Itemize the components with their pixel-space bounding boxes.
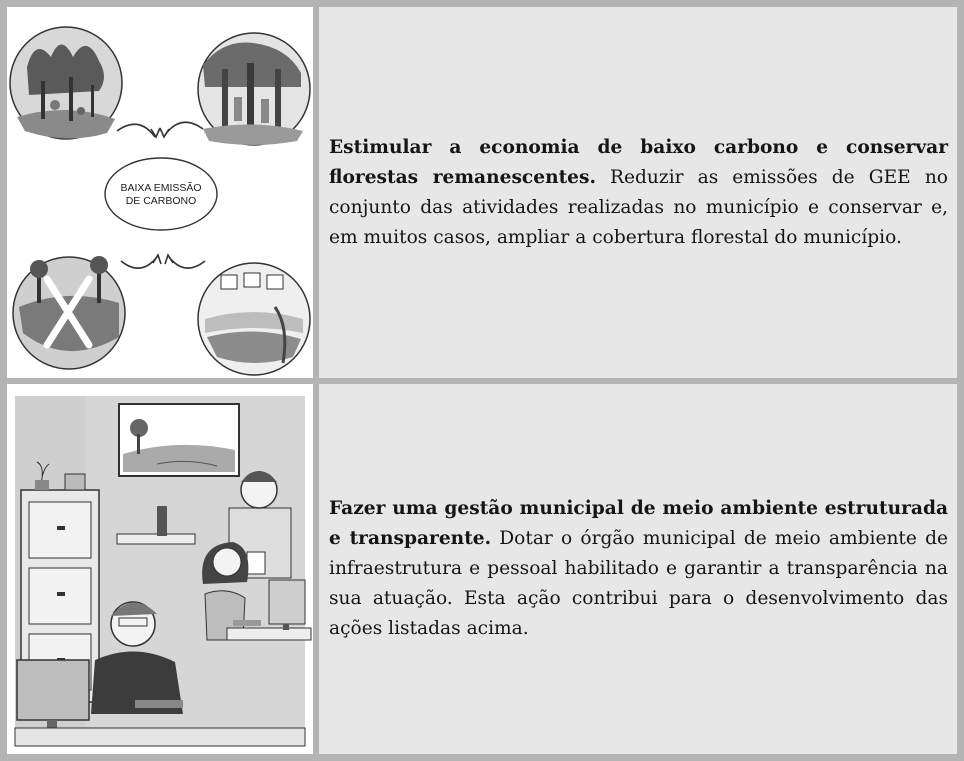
back-desk <box>117 534 195 544</box>
arrow-top-left-icon <box>117 124 155 137</box>
row-1-heading: Estimular a economia de baixo carbono e conservar florestas remanescentes. <box>329 136 948 188</box>
forest-scene-top-left <box>10 27 122 139</box>
arrow-top-right-icon <box>165 122 203 135</box>
row-2-paragraph <box>319 494 957 644</box>
low-carbon-diagram <box>7 7 313 378</box>
row-1-paragraph <box>319 133 957 253</box>
center-ellipse <box>105 158 217 230</box>
row-2-heading: Fazer uma gestão municipal de meio ambiente estruturada e transparente. <box>329 498 948 549</box>
row-1-body: Reduzir as emissões de GEE no conjunto das atividades realizadas no município e conservar e, em muitos casos, ampliar a cobertura florestal do município. <box>329 166 948 248</box>
wall-painting <box>119 404 239 476</box>
center-label-line1: BAIXA EMISSÃO <box>120 182 202 194</box>
thermos <box>157 506 167 536</box>
front-desk <box>15 728 305 746</box>
arrow-bottom-left-icon <box>121 257 157 268</box>
row-2-body: Dotar o órgão municipal de meio ambiente de infraestrutura e pessoal habilitado e garantir a transparência na sua atuação. Esta ação contribui para o desenvolvimento das ações listadas acima. <box>329 528 948 639</box>
agriculture-bottom-right <box>198 263 310 375</box>
center-label-line2: DE CARBONO <box>125 195 197 207</box>
office-illustration <box>7 384 313 754</box>
low-carbon-illustration <box>7 7 313 378</box>
deforestation-bottom-left <box>13 256 125 369</box>
arrow-bottom-right-icon <box>169 257 205 268</box>
row-2-text-cell <box>319 384 957 754</box>
forest-people-top-right <box>198 33 310 145</box>
office-scene <box>7 384 313 754</box>
row-1-text-cell <box>319 7 957 378</box>
